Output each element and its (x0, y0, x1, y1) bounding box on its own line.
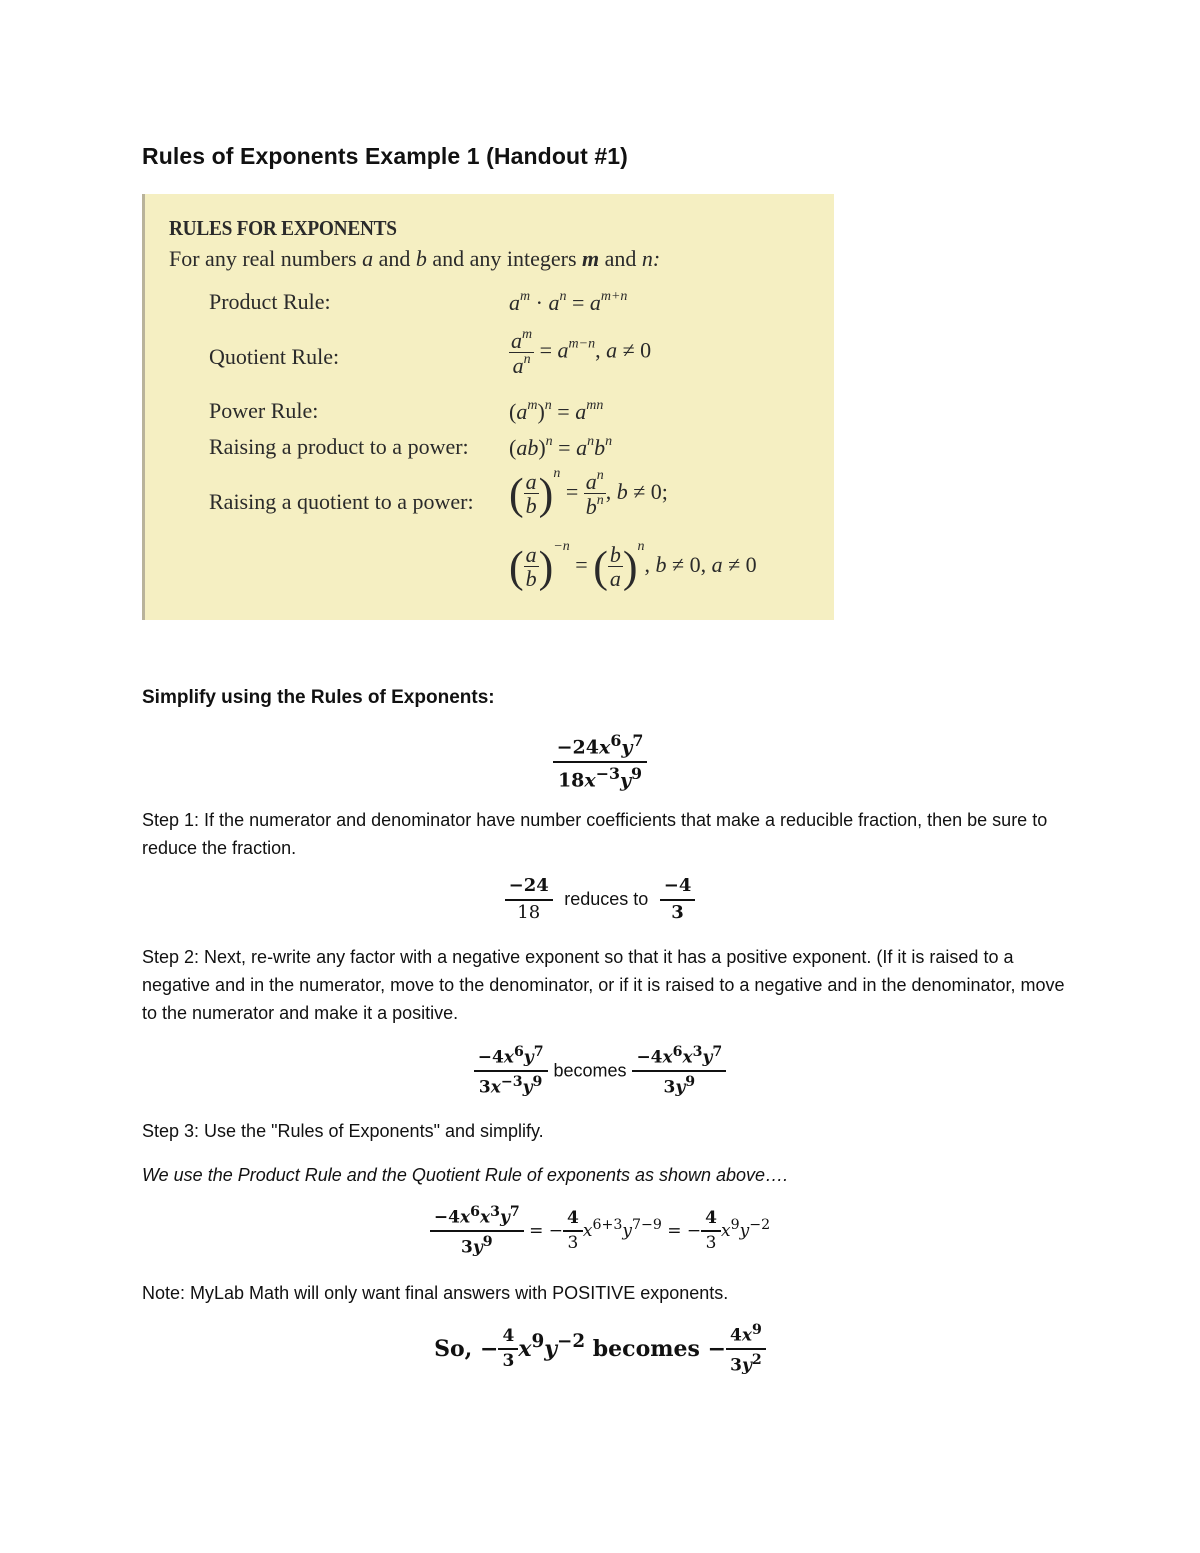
step-1-reduction: $\frac{-24}{18}$ reduces to $\frac{-4}{3}$ (0, 876, 1200, 923)
quotient-rule-label: Quotient Rule: (209, 344, 340, 369)
final-answer: So, − $\frac{4}{3}$ $x^9y^{-2}$ becomes − $\frac{4x^9}{3y^2}$ (0, 1322, 1200, 1376)
negative-quotient-power-formula: ( $\frac{a}{b}$ )$^{-n}$ = ( $\frac{b}{a}$ )$^n$, b ≠ 0, a ≠ 0 (509, 539, 757, 592)
product-quotient-note: We use the Product Rule and the Quotient Rule of exponents as shown above…. (142, 1165, 789, 1185)
rules-intro: For any real numbers a and b and any integers m and n: (169, 246, 661, 271)
rules-heading: RULES FOR EXPONENTS (169, 216, 397, 240)
problem-expression: $\frac{-24x^6y^7}{18x^{-3}y^9}$ (0, 732, 1200, 792)
power-rule-formula: $(a^m)^n = a^{mn}$ (509, 398, 604, 424)
step-2-rewrite: $\frac{-4x^6y^7}{3x^{-3}y^9}$ becomes $\frac{-4x^6x^3y^7}{3y^9}$ (0, 1044, 1200, 1098)
step-3-simplification: $\frac{-4x^6x^3y^7}{3y^9}$ = − $\frac{4}{3}$ $x^{6+3}y^{7-9}$ = − $\frac{4}{3}$ $x^9y^{-2}$ (0, 1204, 1200, 1258)
product-rule-label: Product Rule: (209, 289, 331, 314)
product-power-label: Raising a product to a power: (209, 434, 469, 459)
page-title: Rules of Exponents Example 1 (Handout #1) (142, 143, 628, 169)
quotient-power-label: Raising a quotient to a power: (209, 489, 474, 514)
step-3-text: Step 3: Use the "Rules of Exponents" and simplify. (142, 1121, 544, 1141)
power-rule-label: Power Rule: (209, 398, 319, 423)
step-1-text: Step 1: If the numerator and denominator have number coefficients that make a reducible fraction, then be sure to reduce the fraction. (142, 810, 1048, 858)
simplify-heading: Simplify using the Rules of Exponents: (142, 687, 495, 708)
step-2-text: Step 2: Next, re-write any factor with a negative exponent so that it has a positive exponent. (If it is raised to a negative and in the numerator, move to the denominator, or if it is raised to a negative and in the denominator, move to the numerator and make it a positive. (142, 947, 1065, 1023)
quotient-power-formula: ( $\frac{a}{b}$ )$^n$ = $\frac{a^n}{b^n}$ , b ≠ 0; (509, 466, 668, 520)
product-rule-formula: $a^m \cdot a^n = a^{m+n}$ (509, 289, 628, 315)
product-power-formula: $(ab)^n = a^nb^n$ (509, 434, 613, 460)
note-text: Note: MyLab Math will only want final answers with POSITIVE exponents. (142, 1283, 729, 1303)
quotient-rule-formula: $\frac{a^m}{a^n}$ = $a^{m-n}$, a ≠ 0 (511, 327, 652, 379)
rules-for-exponents-box (142, 194, 834, 620)
